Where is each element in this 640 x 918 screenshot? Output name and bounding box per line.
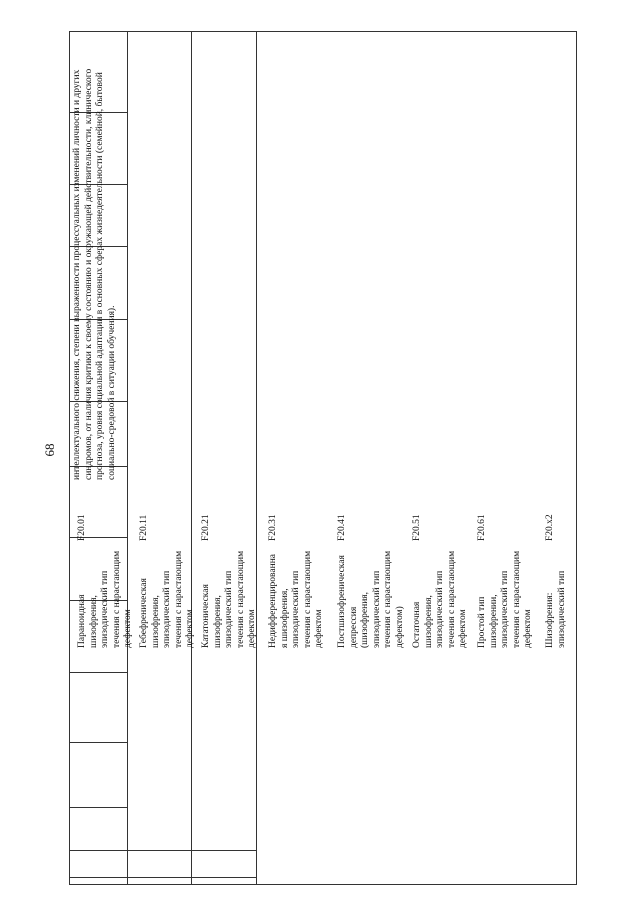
- column-divider: [127, 32, 128, 884]
- diagnosis-code: F20.51: [412, 514, 422, 541]
- column-divider: [256, 32, 257, 884]
- row-divider: [70, 807, 127, 808]
- diagnosis-name: Параноидная шизофрения, эпизодический тип течения с нарастающим дефектом: [77, 550, 133, 648]
- diagnosis-name: Кататоническая шизофрения, эпизодический тип течения с нарастающим дефектом: [201, 550, 257, 648]
- diagnosis-code: F20.41: [337, 514, 347, 541]
- diagnosis-code: F20.01: [77, 514, 87, 541]
- row-divider: [70, 850, 256, 851]
- diagnosis-code: F20.21: [201, 514, 211, 541]
- row-divider: [70, 742, 127, 743]
- diagnosis-code: F20.11: [139, 514, 149, 541]
- diagnosis-name: Простой тип шизофрении, эпизодический тип течения с нарастающим дефектом: [477, 550, 533, 648]
- page-number: 68: [42, 443, 57, 457]
- diagnosis-name: Постшизофреническая депрессия (шизофрения, эпизодический тип течения с нарастающим дефектом): [337, 550, 405, 648]
- row-divider: [70, 877, 256, 878]
- column-divider: [191, 32, 192, 884]
- diagnosis-name: Гебефреническая шизофрения, эпизодический тип течения с нарастающим дефектом: [139, 550, 195, 648]
- row-divider: [70, 672, 127, 673]
- description-text: интеллектуального снижения, степени выраженности процессуальных изменений личности и других синдромов, от наличия критики к своему состоянию и окружающей действительности, клинического прогноза, уровня социальной адаптации в основных сферах жизнедеятельности (семейной, бытовой социально-средовой в ситуации обучения).: [72, 68, 117, 480]
- document-table: [69, 31, 577, 885]
- diagnosis-name: Остаточная шизофрения, эпизодический тип течения с нарастающим дефектом: [412, 550, 468, 648]
- diagnosis-code: F20.x2: [545, 514, 555, 541]
- diagnosis-code: F20.61: [477, 514, 487, 541]
- diagnosis-name: Недифференцированна я шизофрения, эпизодический тип течения с нарастающим дефектом: [268, 550, 324, 648]
- diagnosis-code: F20.31: [268, 514, 278, 541]
- diagnosis-name: Шизофрения: эпизодический тип: [545, 570, 567, 648]
